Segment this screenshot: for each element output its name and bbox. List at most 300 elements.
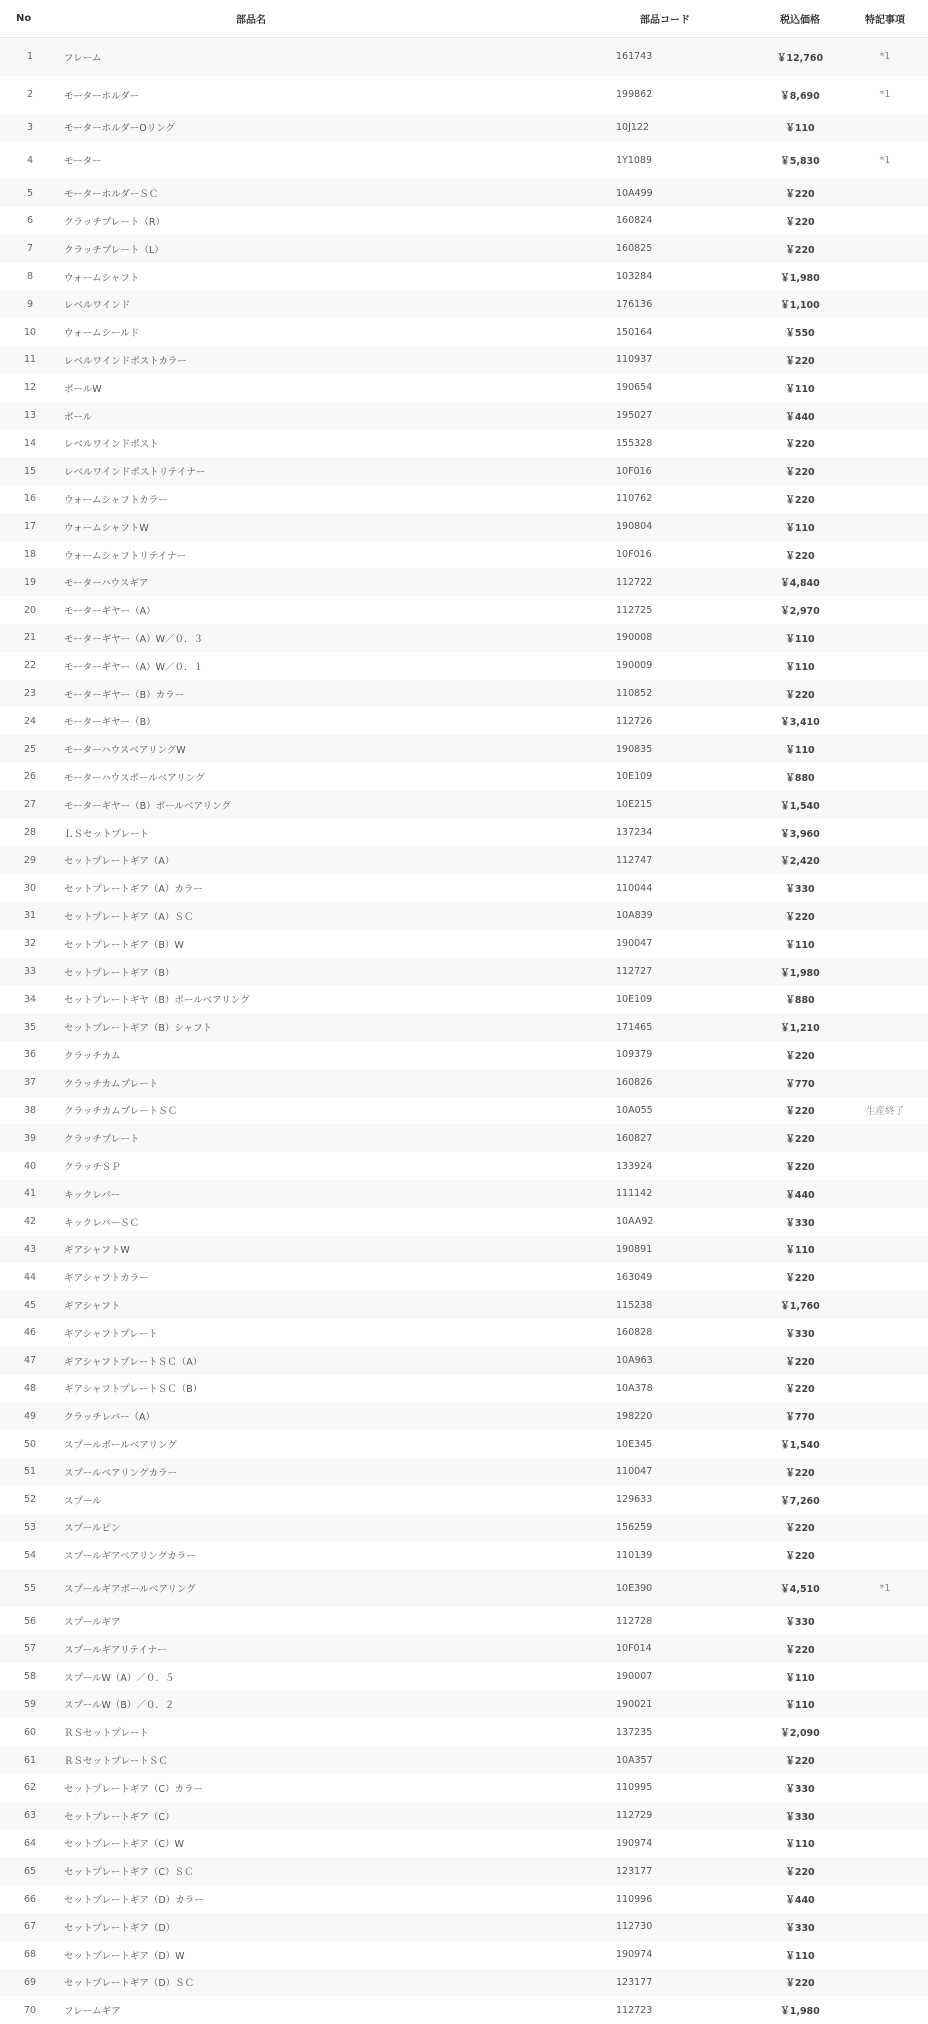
part-code: 160828 — [608, 1319, 758, 1347]
note — [842, 1857, 928, 1885]
part-name: ＲＳセットプレートＳＣ — [60, 1746, 608, 1774]
part-code: 115238 — [608, 1291, 758, 1319]
part-name: セットプレートギア（B）シャフト — [60, 1013, 608, 1041]
price: ￥4,510 — [758, 1569, 842, 1607]
table-row — [0, 680, 928, 708]
table-row — [0, 1996, 928, 2024]
note — [842, 1913, 928, 1941]
part-name: モーターギヤー（A） — [60, 596, 608, 624]
row-no: 42 — [0, 1208, 60, 1236]
note — [842, 1291, 928, 1319]
row-no: 22 — [0, 652, 60, 680]
part-name: スプールギアベアリングカラー — [60, 1541, 608, 1569]
part-name: クラッチカム — [60, 1041, 608, 1069]
table-row — [0, 1124, 928, 1152]
part-name: セットプレートギヤ（B）ボールベアリング — [60, 985, 608, 1013]
table-row — [0, 76, 928, 114]
row-no: 64 — [0, 1830, 60, 1858]
table-row — [0, 1069, 928, 1097]
table-row — [0, 179, 928, 207]
table-row — [0, 1319, 928, 1347]
part-code: 161743 — [608, 38, 758, 76]
row-no: 36 — [0, 1041, 60, 1069]
part-code: 123177 — [608, 1857, 758, 1885]
row-no: 56 — [0, 1607, 60, 1635]
table-row — [0, 235, 928, 263]
part-name: セットプレートギア（C）カラー — [60, 1774, 608, 1802]
row-no: 46 — [0, 1319, 60, 1347]
table-row — [0, 985, 928, 1013]
price: ￥3,960 — [758, 819, 842, 847]
header-note: 特記事項 — [842, 0, 928, 38]
part-name: ウォームシールド — [60, 318, 608, 346]
note — [842, 1802, 928, 1830]
part-code: 10A839 — [608, 902, 758, 930]
part-name: スプールベアリングカラー — [60, 1458, 608, 1486]
part-code: 10A499 — [608, 179, 758, 207]
part-code: 10E109 — [608, 763, 758, 791]
price: ￥1,980 — [758, 263, 842, 291]
part-name: ギアシャフトW — [60, 1236, 608, 1264]
table-row — [0, 1236, 928, 1264]
table-row — [0, 1607, 928, 1635]
row-no: 20 — [0, 596, 60, 624]
table-row — [0, 38, 928, 76]
part-code: 110937 — [608, 346, 758, 374]
note — [842, 1458, 928, 1486]
row-no: 61 — [0, 1746, 60, 1774]
note — [842, 596, 928, 624]
part-code: 160824 — [608, 207, 758, 235]
price: ￥110 — [758, 652, 842, 680]
part-name: セットプレートギア（C） — [60, 1802, 608, 1830]
part-code: 112730 — [608, 1913, 758, 1941]
price: ￥220 — [758, 1541, 842, 1569]
row-no: 27 — [0, 791, 60, 819]
note — [842, 1319, 928, 1347]
note — [842, 1124, 928, 1152]
price: ￥12,760 — [758, 38, 842, 76]
part-name: モーターギヤー（A）W／０．１ — [60, 652, 608, 680]
row-no: 70 — [0, 1996, 60, 2024]
part-code: 150164 — [608, 318, 758, 346]
table-row — [0, 1514, 928, 1542]
part-code: 109379 — [608, 1041, 758, 1069]
row-no: 60 — [0, 1718, 60, 1746]
part-name: ボールW — [60, 374, 608, 402]
table-row — [0, 1486, 928, 1514]
note — [842, 707, 928, 735]
part-code: 112747 — [608, 846, 758, 874]
note — [842, 1152, 928, 1180]
part-name: クラッチカムプレートＳＣ — [60, 1097, 608, 1125]
part-code: 10A357 — [608, 1746, 758, 1774]
row-no: 12 — [0, 374, 60, 402]
note — [842, 1885, 928, 1913]
note — [842, 1263, 928, 1291]
note — [842, 930, 928, 958]
part-code: 163049 — [608, 1263, 758, 1291]
part-name: セットプレートギア（C）ＳＣ — [60, 1857, 608, 1885]
part-name: クラッチレバー（A） — [60, 1402, 608, 1430]
part-code: 190021 — [608, 1691, 758, 1719]
price: ￥110 — [758, 1941, 842, 1969]
note — [842, 346, 928, 374]
note — [842, 1718, 928, 1746]
part-code: 190654 — [608, 374, 758, 402]
part-name: ウォームシャフトカラー — [60, 485, 608, 513]
row-no: 7 — [0, 235, 60, 263]
price: ￥220 — [758, 429, 842, 457]
row-no: 38 — [0, 1097, 60, 1125]
part-code: 190007 — [608, 1663, 758, 1691]
note — [842, 374, 928, 402]
price: ￥550 — [758, 318, 842, 346]
table-row — [0, 1941, 928, 1969]
row-no: 21 — [0, 624, 60, 652]
note — [842, 846, 928, 874]
price: ￥220 — [758, 1514, 842, 1542]
price: ￥220 — [758, 235, 842, 263]
row-no: 23 — [0, 680, 60, 708]
part-name: クラッチＳＰ — [60, 1152, 608, 1180]
part-code: 10F016 — [608, 541, 758, 569]
row-no: 17 — [0, 513, 60, 541]
note — [842, 1347, 928, 1375]
price: ￥220 — [758, 1124, 842, 1152]
part-name: セットプレートギア（D）カラー — [60, 1885, 608, 1913]
row-no: 4 — [0, 141, 60, 179]
part-code: 10F016 — [608, 457, 758, 485]
part-name: セットプレートギア（D） — [60, 1913, 608, 1941]
row-no: 45 — [0, 1291, 60, 1319]
part-code: 176136 — [608, 290, 758, 318]
part-name: モーター — [60, 141, 608, 179]
header-no: No — [0, 0, 60, 38]
price: ￥1,760 — [758, 1291, 842, 1319]
part-code: 155328 — [608, 429, 758, 457]
note — [842, 791, 928, 819]
price: ￥4,840 — [758, 568, 842, 596]
part-name: フレーム — [60, 38, 608, 76]
price: ￥7,260 — [758, 1486, 842, 1514]
part-code: 103284 — [608, 263, 758, 291]
price: ￥440 — [758, 1180, 842, 1208]
part-code: 137234 — [608, 819, 758, 847]
table-row — [0, 1097, 928, 1125]
note — [842, 1607, 928, 1635]
note — [842, 290, 928, 318]
part-code: 110995 — [608, 1774, 758, 1802]
part-code: 10E215 — [608, 791, 758, 819]
part-code: 111142 — [608, 1180, 758, 1208]
price: ￥440 — [758, 402, 842, 430]
row-no: 24 — [0, 707, 60, 735]
part-code: 10E109 — [608, 985, 758, 1013]
row-no: 37 — [0, 1069, 60, 1097]
part-code: 199862 — [608, 76, 758, 114]
table-row — [0, 1375, 928, 1403]
table-row — [0, 902, 928, 930]
row-no: 25 — [0, 735, 60, 763]
note — [842, 1069, 928, 1097]
part-code: 10F014 — [608, 1635, 758, 1663]
part-name: スプール — [60, 1486, 608, 1514]
note — [842, 1375, 928, 1403]
table-row — [0, 541, 928, 569]
table-row — [0, 1663, 928, 1691]
price: ￥220 — [758, 346, 842, 374]
price: ￥330 — [758, 874, 842, 902]
note — [842, 263, 928, 291]
row-no: 28 — [0, 819, 60, 847]
table-row — [0, 318, 928, 346]
part-name: レベルワインドポスト — [60, 429, 608, 457]
row-no: 44 — [0, 1263, 60, 1291]
table-row — [0, 141, 928, 179]
part-name: モーターギヤー（B）カラー — [60, 680, 608, 708]
row-no: 10 — [0, 318, 60, 346]
table-row — [0, 568, 928, 596]
price: ￥440 — [758, 1885, 842, 1913]
row-no: 26 — [0, 763, 60, 791]
table-row — [0, 1541, 928, 1569]
table-row — [0, 1802, 928, 1830]
table-row — [0, 1830, 928, 1858]
note — [842, 735, 928, 763]
table-row — [0, 930, 928, 958]
part-name: セットプレートギア（B）W — [60, 930, 608, 958]
price: ￥110 — [758, 930, 842, 958]
part-code: 137235 — [608, 1718, 758, 1746]
price: ￥2,970 — [758, 596, 842, 624]
note — [842, 1941, 928, 1969]
row-no: 19 — [0, 568, 60, 596]
row-no: 57 — [0, 1635, 60, 1663]
note — [842, 1830, 928, 1858]
header-row — [0, 0, 928, 38]
price: ￥880 — [758, 985, 842, 1013]
note — [842, 402, 928, 430]
row-no: 49 — [0, 1402, 60, 1430]
part-name: セットプレートギア（C）W — [60, 1830, 608, 1858]
row-no: 58 — [0, 1663, 60, 1691]
row-no: 69 — [0, 1969, 60, 1997]
row-no: 40 — [0, 1152, 60, 1180]
part-name: モーターハウスベアリングW — [60, 735, 608, 763]
row-no: 18 — [0, 541, 60, 569]
table-row — [0, 485, 928, 513]
table-row — [0, 429, 928, 457]
row-no: 47 — [0, 1347, 60, 1375]
note: *1 — [842, 76, 928, 114]
price: ￥220 — [758, 1635, 842, 1663]
part-name: スプールW（A）／０．５ — [60, 1663, 608, 1691]
part-code: 190047 — [608, 930, 758, 958]
row-no: 59 — [0, 1691, 60, 1719]
table-row — [0, 763, 928, 791]
note — [842, 1691, 928, 1719]
note — [842, 624, 928, 652]
table-row — [0, 513, 928, 541]
part-code: 160825 — [608, 235, 758, 263]
row-no: 35 — [0, 1013, 60, 1041]
part-name: スプールピン — [60, 1514, 608, 1542]
table-row — [0, 1013, 928, 1041]
note — [842, 1041, 928, 1069]
row-no: 65 — [0, 1857, 60, 1885]
part-name: セットプレートギア（B） — [60, 958, 608, 986]
table-row — [0, 707, 928, 735]
price: ￥220 — [758, 485, 842, 513]
part-name: クラッチプレート（R） — [60, 207, 608, 235]
price: ￥220 — [758, 541, 842, 569]
part-code: 112722 — [608, 568, 758, 596]
row-no: 9 — [0, 290, 60, 318]
price: ￥330 — [758, 1913, 842, 1941]
part-name: ウォームシャフトリテイナー — [60, 541, 608, 569]
part-name: ギアシャフトカラー — [60, 1263, 608, 1291]
part-name: ウォームシャフトW — [60, 513, 608, 541]
note — [842, 179, 928, 207]
price: ￥220 — [758, 1969, 842, 1997]
note — [842, 429, 928, 457]
price: ￥220 — [758, 1152, 842, 1180]
table-header — [0, 0, 928, 38]
price: ￥220 — [758, 1857, 842, 1885]
row-no: 8 — [0, 263, 60, 291]
table-row — [0, 1402, 928, 1430]
table-row — [0, 290, 928, 318]
part-name: スプールW（B）／０．２ — [60, 1691, 608, 1719]
part-code: 110762 — [608, 485, 758, 513]
row-no: 52 — [0, 1486, 60, 1514]
row-no: 15 — [0, 457, 60, 485]
part-code: 190804 — [608, 513, 758, 541]
table-row — [0, 1430, 928, 1458]
part-code: 110139 — [608, 1541, 758, 1569]
note — [842, 763, 928, 791]
price: ￥1,100 — [758, 290, 842, 318]
note — [842, 1514, 928, 1542]
part-code: 195027 — [608, 402, 758, 430]
row-no: 51 — [0, 1458, 60, 1486]
table-row — [0, 1969, 928, 1997]
table-row — [0, 346, 928, 374]
table-row — [0, 114, 928, 142]
price: ￥110 — [758, 374, 842, 402]
note — [842, 114, 928, 142]
table-row — [0, 1691, 928, 1719]
row-no: 39 — [0, 1124, 60, 1152]
note — [842, 485, 928, 513]
table-row — [0, 1208, 928, 1236]
part-code: 110996 — [608, 1885, 758, 1913]
table-row — [0, 1458, 928, 1486]
price: ￥330 — [758, 1774, 842, 1802]
part-code: 1Y1089 — [608, 141, 758, 179]
note — [842, 1996, 928, 2024]
row-no: 55 — [0, 1569, 60, 1607]
part-name: スプールギアボールベアリング — [60, 1569, 608, 1607]
note: *1 — [842, 38, 928, 76]
table-row — [0, 374, 928, 402]
part-name: レベルワインドポストリテイナー — [60, 457, 608, 485]
table-row — [0, 1263, 928, 1291]
note — [842, 1663, 928, 1691]
price: ￥770 — [758, 1402, 842, 1430]
row-no: 33 — [0, 958, 60, 986]
price: ￥220 — [758, 1263, 842, 1291]
price: ￥220 — [758, 457, 842, 485]
table-row — [0, 1885, 928, 1913]
part-code: 10A378 — [608, 1375, 758, 1403]
part-code: 10E345 — [608, 1430, 758, 1458]
note — [842, 1236, 928, 1264]
price: ￥220 — [758, 179, 842, 207]
note — [842, 652, 928, 680]
table-row — [0, 1180, 928, 1208]
price: ￥1,210 — [758, 1013, 842, 1041]
part-name: クラッチプレート（L） — [60, 235, 608, 263]
price: ￥1,540 — [758, 1430, 842, 1458]
price: ￥220 — [758, 680, 842, 708]
row-no: 3 — [0, 114, 60, 142]
part-name: キックレバーＳＣ — [60, 1208, 608, 1236]
part-code: 123177 — [608, 1969, 758, 1997]
part-name: ＲＳセットプレート — [60, 1718, 608, 1746]
price: ￥220 — [758, 1347, 842, 1375]
part-name: モーターホルダーＳＣ — [60, 179, 608, 207]
row-no: 63 — [0, 1802, 60, 1830]
note — [842, 958, 928, 986]
price: ￥1,980 — [758, 1996, 842, 2024]
table-row — [0, 1857, 928, 1885]
part-name: スプールギア — [60, 1607, 608, 1635]
table-row — [0, 791, 928, 819]
row-no: 6 — [0, 207, 60, 235]
note: 生産終了 — [842, 1097, 928, 1125]
note — [842, 1969, 928, 1997]
part-code: 110047 — [608, 1458, 758, 1486]
note — [842, 1013, 928, 1041]
table-row — [0, 1718, 928, 1746]
row-no: 53 — [0, 1514, 60, 1542]
part-code: 156259 — [608, 1514, 758, 1542]
price: ￥770 — [758, 1069, 842, 1097]
part-name: セットプレートギア（A）ＳＣ — [60, 902, 608, 930]
table-row — [0, 958, 928, 986]
table-row — [0, 1152, 928, 1180]
price: ￥110 — [758, 114, 842, 142]
part-name: キックレバー — [60, 1180, 608, 1208]
price: ￥220 — [758, 1746, 842, 1774]
price: ￥3,410 — [758, 707, 842, 735]
note — [842, 457, 928, 485]
part-name: ギアシャフトプレート — [60, 1319, 608, 1347]
note — [842, 1486, 928, 1514]
part-name: クラッチプレート — [60, 1124, 608, 1152]
note: *1 — [842, 141, 928, 179]
table-row — [0, 1774, 928, 1802]
price: ￥2,090 — [758, 1718, 842, 1746]
row-no: 1 — [0, 38, 60, 76]
part-name: セットプレートギア（D）W — [60, 1941, 608, 1969]
row-no: 11 — [0, 346, 60, 374]
row-no: 41 — [0, 1180, 60, 1208]
part-code: 129633 — [608, 1486, 758, 1514]
note — [842, 318, 928, 346]
